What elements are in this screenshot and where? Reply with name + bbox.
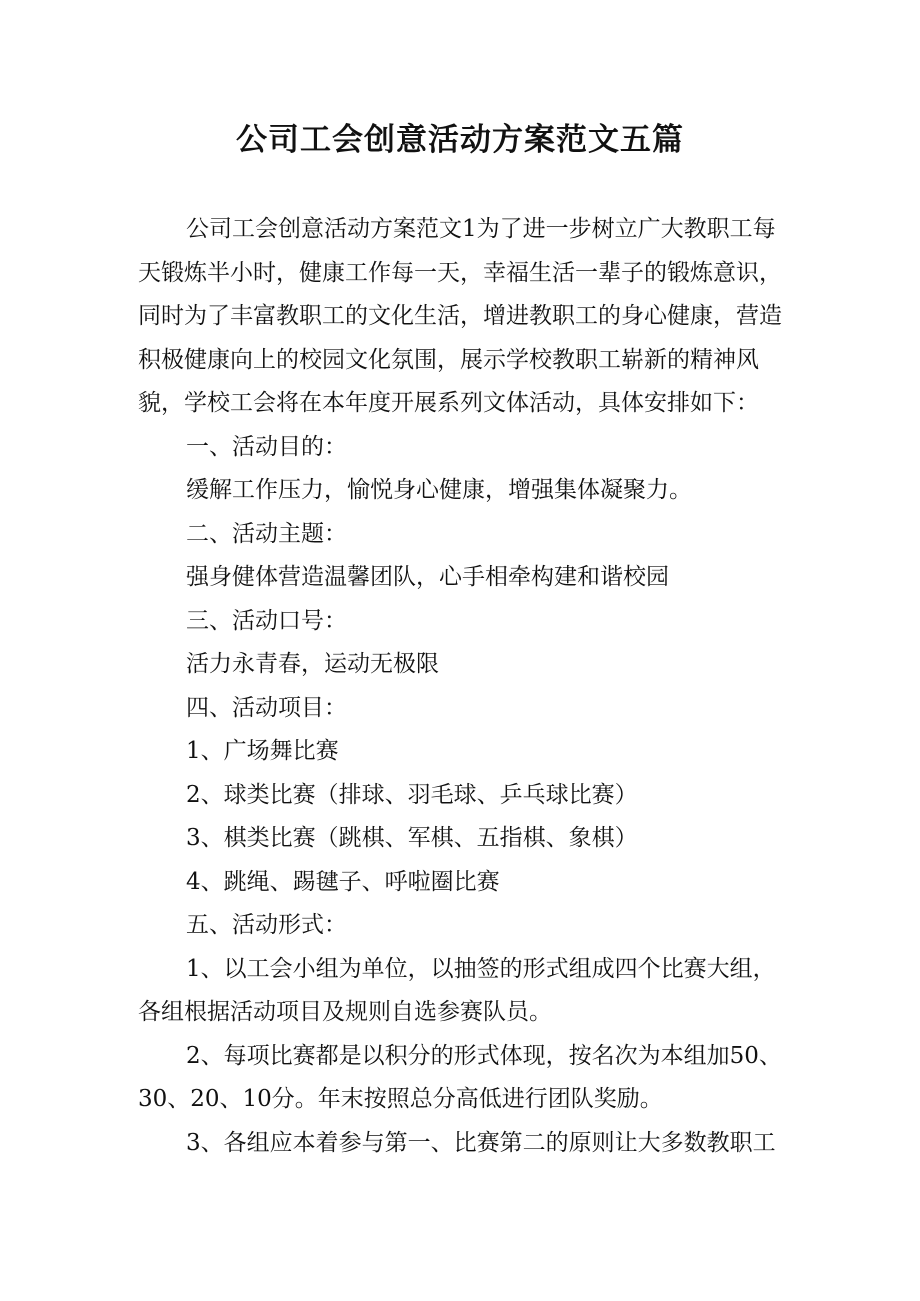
intro-paragraph: 公司工会创意活动方案范文1为了进一步树立广大教职工每天锻炼半小时，健康工作每一天，幸福生活一辈子的锻炼意识，同时为了丰富教职工的文化生活，增进教职工的身心健康，营造积极健康向上的校园文化氛围，展示学校教职工崭新的精神风貌，学校工会将在本年度开展系列文体活动，具体安排如下： <box>138 216 782 416</box>
section-heading-slogan: 三、活动口号： <box>186 607 347 634</box>
format-paragraph: 3、各组应本着参与第一、比赛第二的原则让大多数教职工 <box>186 1129 776 1156</box>
theme-text: 强身健体营造温馨团队，心手相牵构建和谐校园 <box>186 564 669 590</box>
document-title: 公司工会创意活动方案范文五篇 <box>236 122 684 158</box>
section-heading-purpose: 一、活动目的： <box>186 433 347 460</box>
format-paragraph: 1、以工会小组为单位，以抽签的形式组成四个比赛大组，各组根据活动项目及规则自选参赛队员。 <box>138 955 776 1025</box>
document-body <box>138 208 798 1165</box>
section-heading-items: 四、活动项目： <box>186 694 347 721</box>
list-item: 4、跳绳、踢毽子、呼啦圈比赛 <box>186 868 500 895</box>
purpose-text: 缓解工作压力，愉悦身心健康，增强集体凝聚力。 <box>186 477 692 503</box>
format-paragraph: 2、每项比赛都是以积分的形式体现，按名次为本组加50、30、20、10分。年末按照总分高低进行团队奖励。 <box>138 1042 782 1112</box>
list-item: 1、广场舞比赛 <box>186 738 339 764</box>
slogan-text: 活力永青春，运动无极限 <box>186 651 439 677</box>
section-heading-theme: 二、活动主题： <box>186 520 347 547</box>
list-item: 3、棋类比赛（跳棋、军棋、五指棋、象棋） <box>186 825 638 851</box>
list-item: 2、球类比赛（排球、羽毛球、乒乓球比赛） <box>186 781 638 808</box>
section-heading-format: 五、活动形式： <box>186 912 347 938</box>
